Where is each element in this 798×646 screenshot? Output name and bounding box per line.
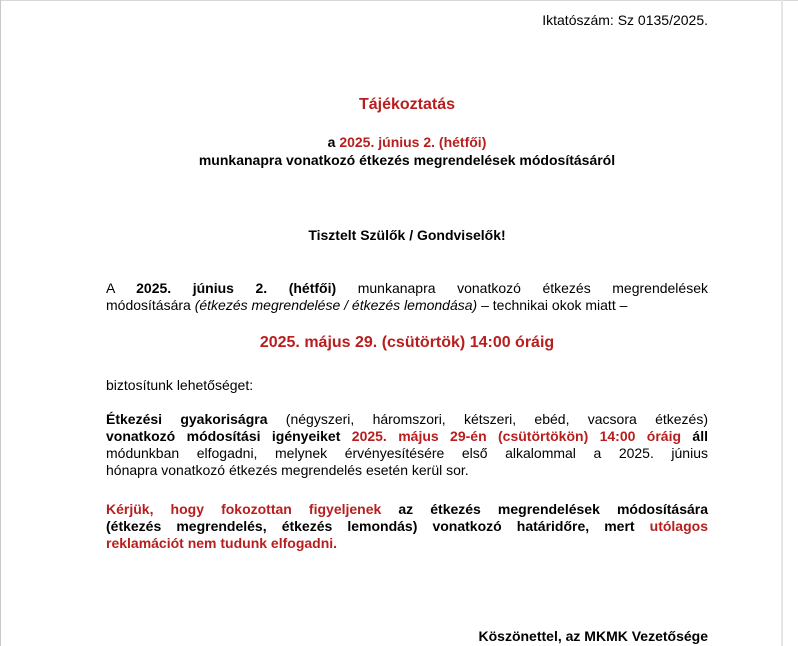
closing-signature: Köszönettel, az MKMK Vezetősége xyxy=(478,628,708,644)
document-title: Tájékoztatás xyxy=(358,96,456,113)
subtitle-line-1 xyxy=(106,134,708,151)
p4-red-b: utólagos xyxy=(649,518,708,534)
p1-date: 2025. június 2. (hétfői) xyxy=(136,280,337,296)
p3-bold-c: áll xyxy=(681,428,709,444)
deadline-heading: 2025. május 29. (csütörtök) 14:00 óráig xyxy=(259,334,555,351)
paragraph-2: biztosítunk lehetőséget: xyxy=(106,377,254,393)
document-page xyxy=(106,0,708,646)
filing-number: Iktatószám: Sz 0135/2025. xyxy=(542,12,708,28)
subtitle-prefix: a xyxy=(327,134,340,150)
p4-text-b: (étkezés megrendelés, étkezés lemondás) vonatkozó határidőre, mert xyxy=(106,518,650,534)
p3-bold-b: vonatkozó módosítási igényeiket xyxy=(106,428,352,444)
p1-line2-rest: – technikai okok miatt – xyxy=(477,297,628,313)
p1-line2-a: módosítására xyxy=(106,297,195,313)
right-border xyxy=(781,0,783,646)
paragraph-3-line-1 xyxy=(106,411,708,428)
paragraph-4-line-3: reklamációt nem tudunk elfogadni. xyxy=(106,535,338,551)
paragraph-4-line-2 xyxy=(106,518,708,535)
paragraph-3-line-3: módunkban elfogadni, melynek érvényesítésére első alkalommal a 2025. június xyxy=(106,445,708,461)
subtitle-date: 2025. június 2. (hétfői) xyxy=(339,134,487,150)
left-border xyxy=(0,0,1,646)
paragraph-4-line-1 xyxy=(106,501,708,518)
p4-text-a: az étkezés megrendelések módosítására xyxy=(381,501,708,517)
paragraph-1-line-1 xyxy=(106,280,708,297)
paragraph-1-line-2 xyxy=(106,297,708,314)
p1-text-a: A xyxy=(106,280,137,296)
paragraph-3-line-4: hónapra vonatkozó étkezés megrendelés esetén kerül sor. xyxy=(106,462,469,478)
salutation: Tisztelt Szülők / Gondviselők! xyxy=(308,227,506,243)
p3-red-date: 2025. május 29-én (csütörtökön) 14:00 óráig xyxy=(351,428,682,444)
paragraph-3-line-2 xyxy=(106,428,708,445)
p1-line2-italic: (étkezés megrendelése / étkezés lemondása) xyxy=(194,297,478,313)
p3-text-a: (négyszeri, háromszori, kétszeri, ebéd, vacsora étkezés) xyxy=(267,411,708,427)
p4-red-a: Kérjük, hogy fokozottan figyeljenek xyxy=(106,501,382,517)
p3-bold-a: Étkezési gyakoriságra xyxy=(106,411,268,427)
subtitle-line-2: munkanapra vonatkozó étkezés megrendelések módosításáról xyxy=(198,152,616,168)
p1-text-rest: munkanapra vonatkozó étkezés megrendelések xyxy=(336,280,708,296)
